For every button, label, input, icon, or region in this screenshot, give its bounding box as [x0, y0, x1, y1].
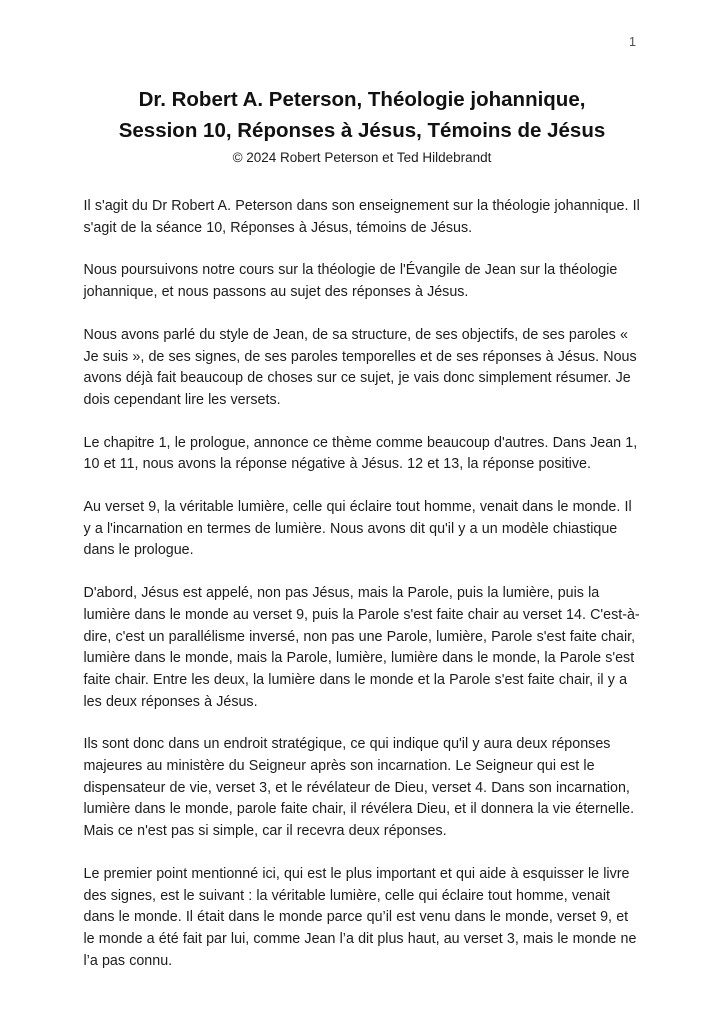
paragraph-7: Ils sont donc dans un endroit stratégique, ce qui indique qu'il y aura deux réponses majeures au ministère du Seigneur après son incarnation. Le Seigneur qui est le dispensateur de vie, verset 3, et le révélateur de Dieu, verset 4. Dans son incarnation, lumière dans le monde, parole faite chair, il révélera Dieu, et il donnera la vie éternelle. Mais ce n'est pas si simple, car il recevra deux réponses. — [83, 736, 635, 840]
paragraph-8: Le premier point mentionné ici, qui est le plus important et qui aide à esquisser le livre des signes, est le suivant : la véritable lumière, celle qui éclaire tout homme, venait dans le monde. Il était dans le monde parce qu’il est venu dans le monde, verset 9, et le monde a été fait par lui, comme Jean l’a dit plus haut, au verset 3, mais le monde ne l’a pas connu. — [83, 865, 637, 969]
paragraph-2: Nous poursuivons notre cours sur la théologie de l'Évangile de Jean sur la théologie johannique, et nous passons au sujet des réponses à Jésus. — [83, 262, 618, 301]
title-line-2: Session 10, Réponses à Jésus, Témoins de Jésus — [118, 119, 606, 142]
paragraph-6: D'abord, Jésus est appelé, non pas Jésus, mais la Parole, puis la lumière, puis la lumière dans le monde au verset 9, puis la Parole s'est faite chair au verset 14. C'est-à-dire, c'est un parallélisme inversé, non pas une Parole, lumière, Parole s'est faite chair, lumière dans le monde, mais la Parole, lumière, lumière dans le monde, la Parole s'est faite chair. Entre les deux, la lumière dans le monde et la Parole s'est faite chair, il y a les deux réponses à Jésus. — [83, 585, 640, 710]
paragraph-4: Le chapitre 1, le prologue, annonce ce thème comme beaucoup d'autres. Dans Jean 1, 10 et 11, nous avons la réponse négative à Jésus. 12 et 13, la réponse positive. — [83, 434, 638, 473]
paragraph-5: Au verset 9, la véritable lumière, celle qui éclaire tout homme, venait dans le monde. Il y a l'incarnation en termes de lumière. Nous avons dit qu'il y a un modèle chiastique dans le prologue. — [83, 499, 632, 559]
document-body — [84, 196, 641, 972]
paragraph-3: Nous avons parlé du style de Jean, de sa structure, de ses objectifs, de ses paroles « Je suis », de ses signes, de ses paroles temporelles et de ses réponses à Jésus. Nous avons déjà fait beaucoup de choses sur ce sujet, je vais donc simplement résumer. Je dois cependant lire les versets. — [83, 326, 637, 408]
copyright-line: © 2024 Robert Peterson et Ted Hildebrandt — [232, 150, 492, 165]
paragraph-1: Il s'agit du Dr Robert A. Peterson dans son enseignement sur la théologie johannique. Il s'agit de la séance 10, Réponses à Jésus, témoins de Jésus. — [83, 198, 640, 236]
page-number: 1 — [629, 35, 636, 49]
document-content — [84, 0, 641, 972]
title-line-1: Dr. Robert A. Peterson, Théologie johannique, — [138, 88, 586, 111]
document-title — [84, 84, 641, 146]
